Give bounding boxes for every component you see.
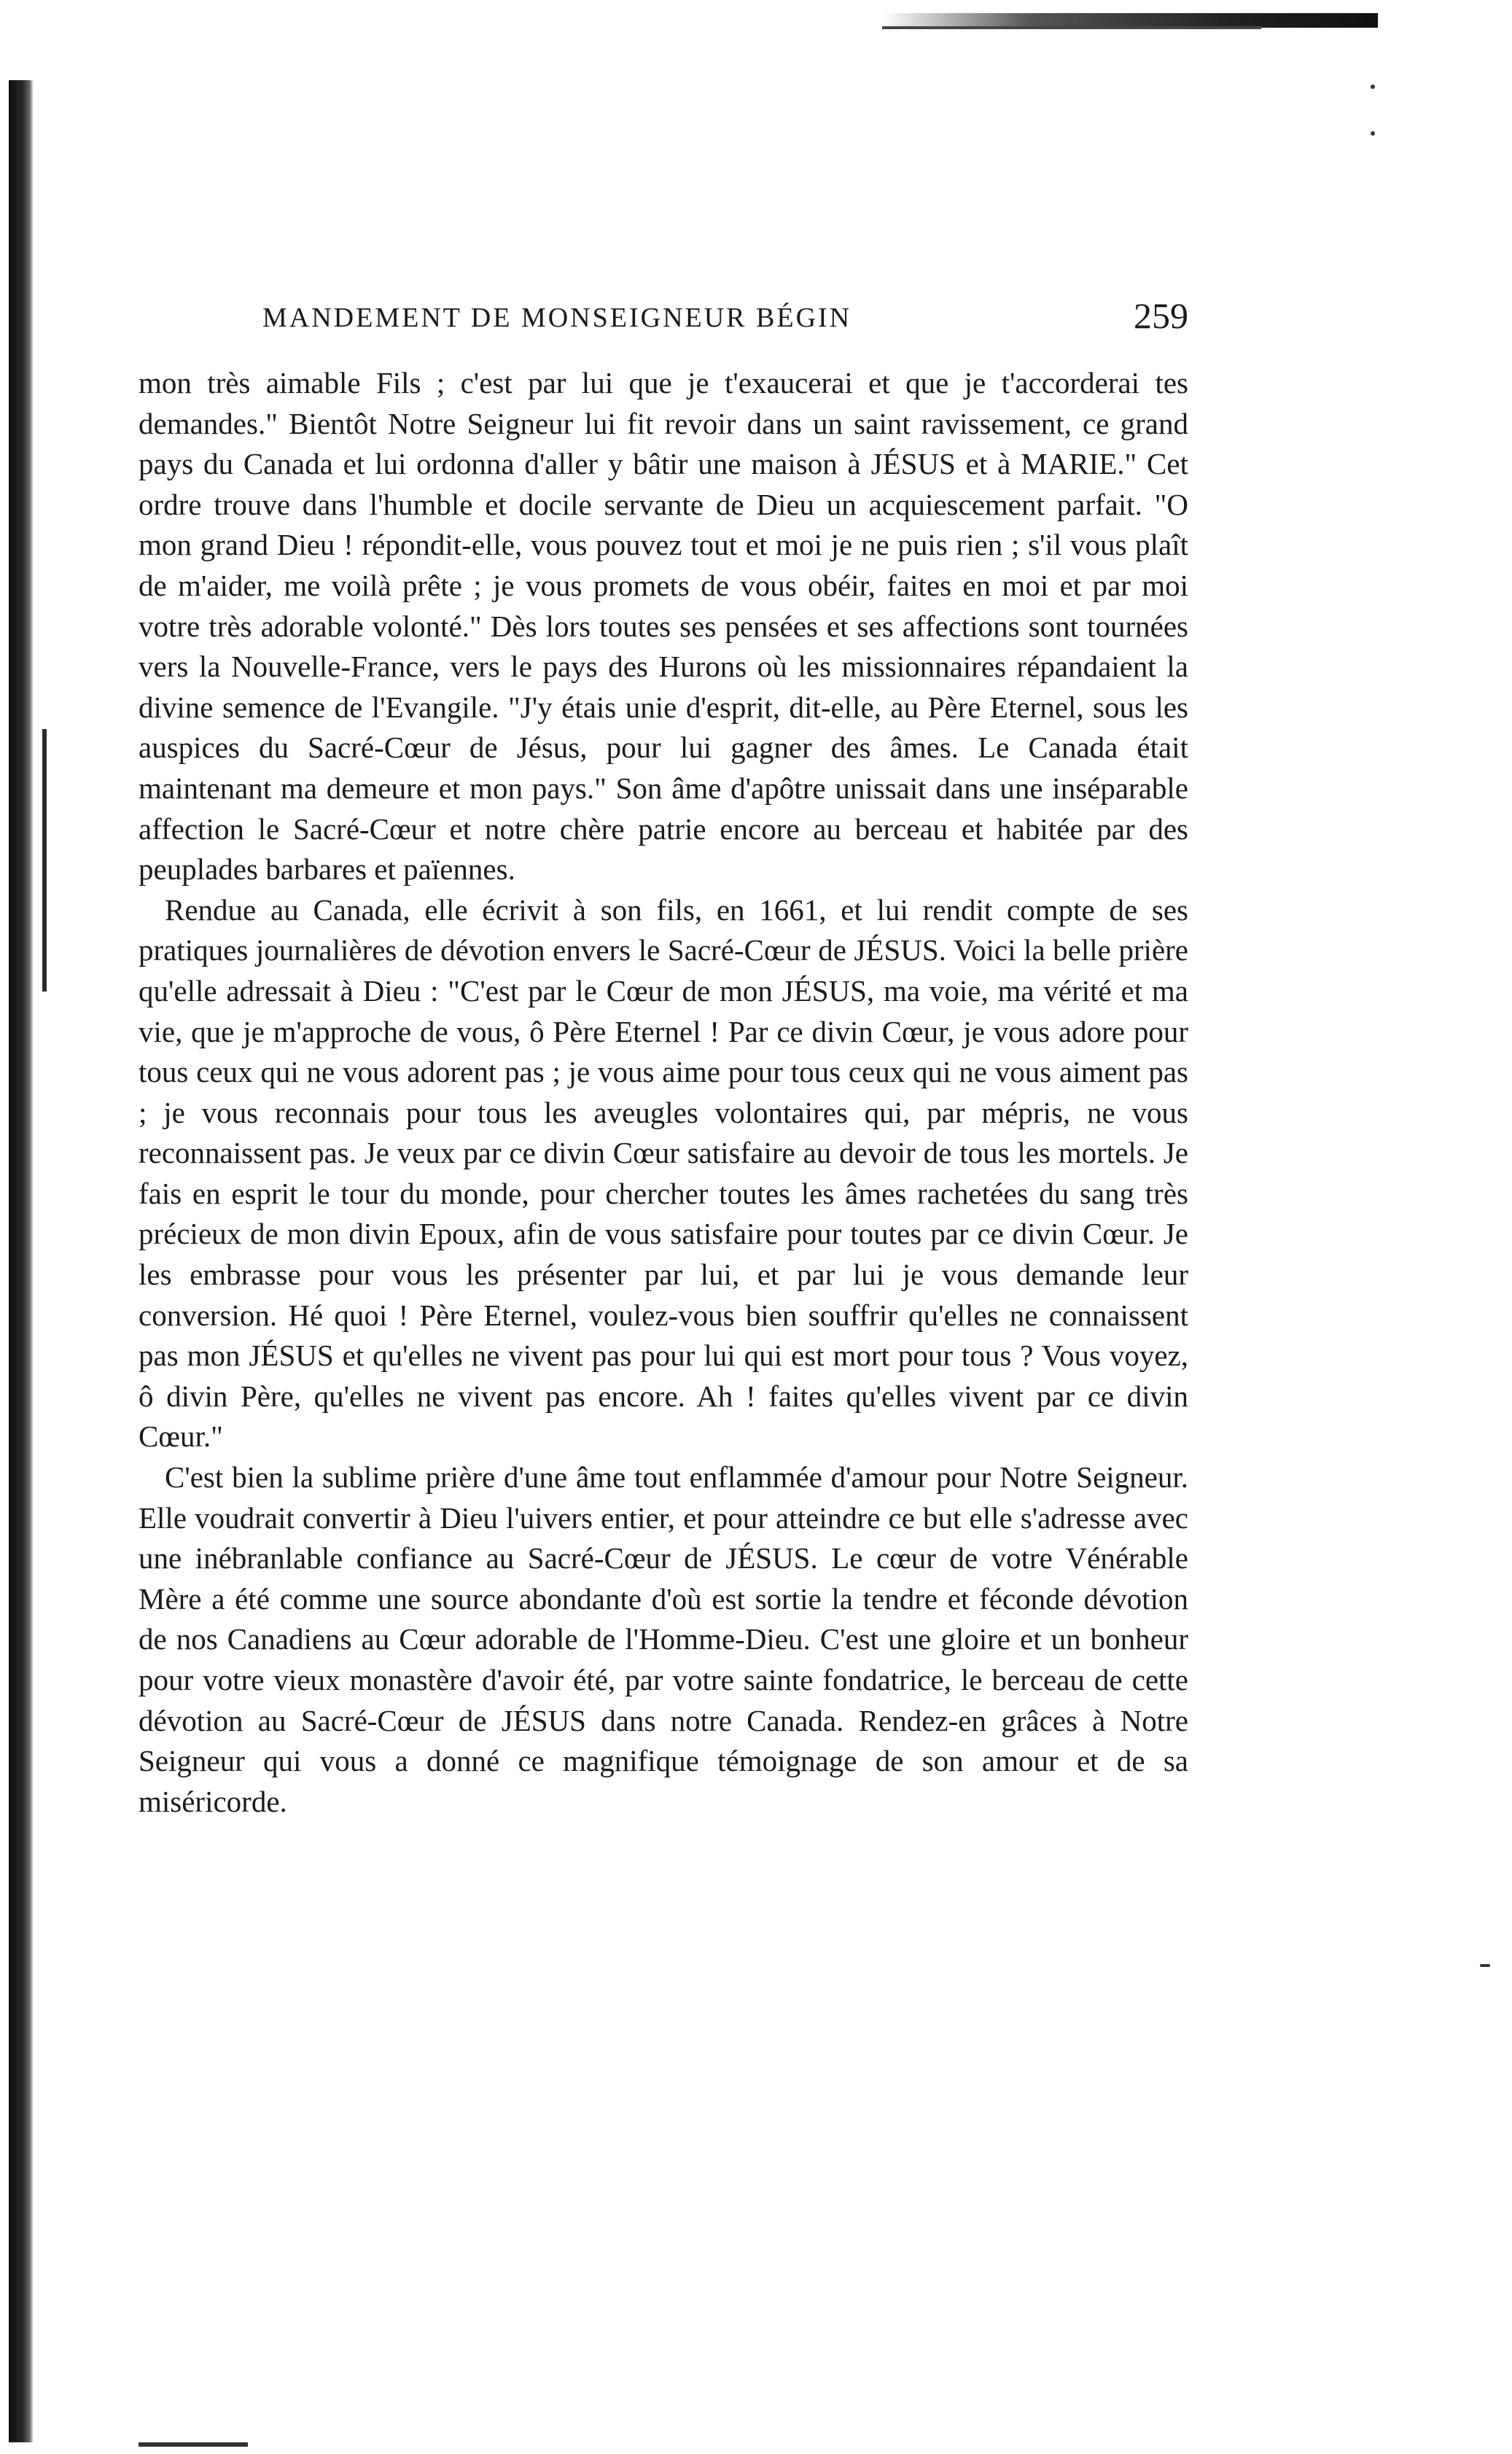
scan-bottom-mark (139, 2442, 248, 2447)
scan-speck (1371, 85, 1375, 89)
page-number: 259 (1134, 295, 1188, 336)
scan-binding-mark (42, 729, 47, 992)
scan-binding-shadow (9, 80, 34, 2442)
scan-speck (1371, 131, 1375, 136)
body-text (139, 363, 1188, 1822)
running-head: MANDEMENT DE MONSEIGNEUR BÉGIN (262, 303, 852, 333)
paragraph: mon très aimable Fils ; c'est par lui que je t'exaucerai et que je t'accorderai tes demandes." Bientôt Notre Seigneur lui fit revoir dans un saint ravissement, ce grand pays du Canada et lui ordonna d'aller y bâtir une maison à JÉSUS et à MARIE." Cet ordre trouve dans l'humble et docile servante de Dieu un acquiescement parfait. "O mon grand Dieu ! répondit-elle, vous pouvez tout et moi je ne puis rien ; s'il vous plaît de m'aider, me voilà prête ; je vous promets de vous obéir, faites en moi et par moi votre très adorable volonté." Dès lors toutes ses pensées et ses affections sont tournées vers la Nouvelle-France, vers le pays des Hurons où les missionnaires répandaient la divine semence de l'Evangile. "J'y étais unie d'esprit, dit-elle, au Père Eternel, sous les auspices du Sacré-Cœur de Jésus, pour lui gagner des âmes. Le Canada était maintenant ma demeure et mon pays." Son âme d'apôtre unissait dans une inséparable affection le Sacré-Cœur et notre chère patrie encore au berceau et habitée par des peuplades barbares et païennes. (139, 366, 1188, 887)
scan-top-edge-shadow (882, 13, 1378, 28)
paragraph: Rendue au Canada, elle écrivit à son fils, en 1661, et lui rendit compte de ses pratiques journalières de dévotion envers le Sacré-Cœur de JÉSUS. Voici la belle prière qu'elle adressait à Dieu : "C'est par le Cœur de mon JÉSUS, ma voie, ma vérité et ma vie, que je m'approche de vous, ô Père Eternel ! Par ce divin Cœur, je vous adore pour tous ceux qui ne vous adorent pas ; je vous aime pour tous ceux qui ne vous aiment pas ; je vous reconnais pour tous les aveugles volontaires qui, par mépris, ne vous reconnaissent pas. Je veux par ce divin Cœur satisfaire au devoir de tous les mortels. Je fais en esprit le tour du monde, pour chercher toutes les âmes rachetées du sang très précieux de mon divin Epoux, afin de vous satisfaire pour toutes par ce divin Cœur. Je les embrasse pour vous les présenter par lui, et par lui je vous demande leur conversion. Hé quoi ! Père Eternel, voulez-vous bien souffrir qu'elles ne connaissent pas mon JÉSUS et qu'elles ne vivent pas pour lui qui est mort pour tous ? Vous voyez, ô divin Père, qu'elles ne vivent pas encore. Ah ! faites qu'elles vivent par ce divin Cœur." (139, 892, 1188, 1454)
scan-top-edge-line (882, 26, 1261, 29)
scan-speck (1480, 1964, 1490, 1967)
page-header (262, 295, 1210, 346)
paragraph: C'est bien la sublime prière d'une âme tout enflammée d'amour pour Notre Seigneur. Elle voudrait convertir à Dieu l'uivers entier, et pour atteindre ce but elle s'adresse avec une inébranlable confiance au Sacré-Cœur de JÉSUS. Le cœur de votre Vénérable Mère a été comme une source abondante d'où est sortie la tendre et féconde dévotion de nos Canadiens au Cœur adorable de l'Homme-Dieu. C'est une gloire et un bonheur pour votre vieux monastère d'avoir été, par votre sainte fondatrice, le berceau de cette dévotion au Sacré-Cœur de JÉSUS dans notre Canada. Rendez-en grâces à Notre Seigneur qui vous a donné ce magnifique témoignage de son amour et de sa miséricorde. (139, 1460, 1188, 1818)
